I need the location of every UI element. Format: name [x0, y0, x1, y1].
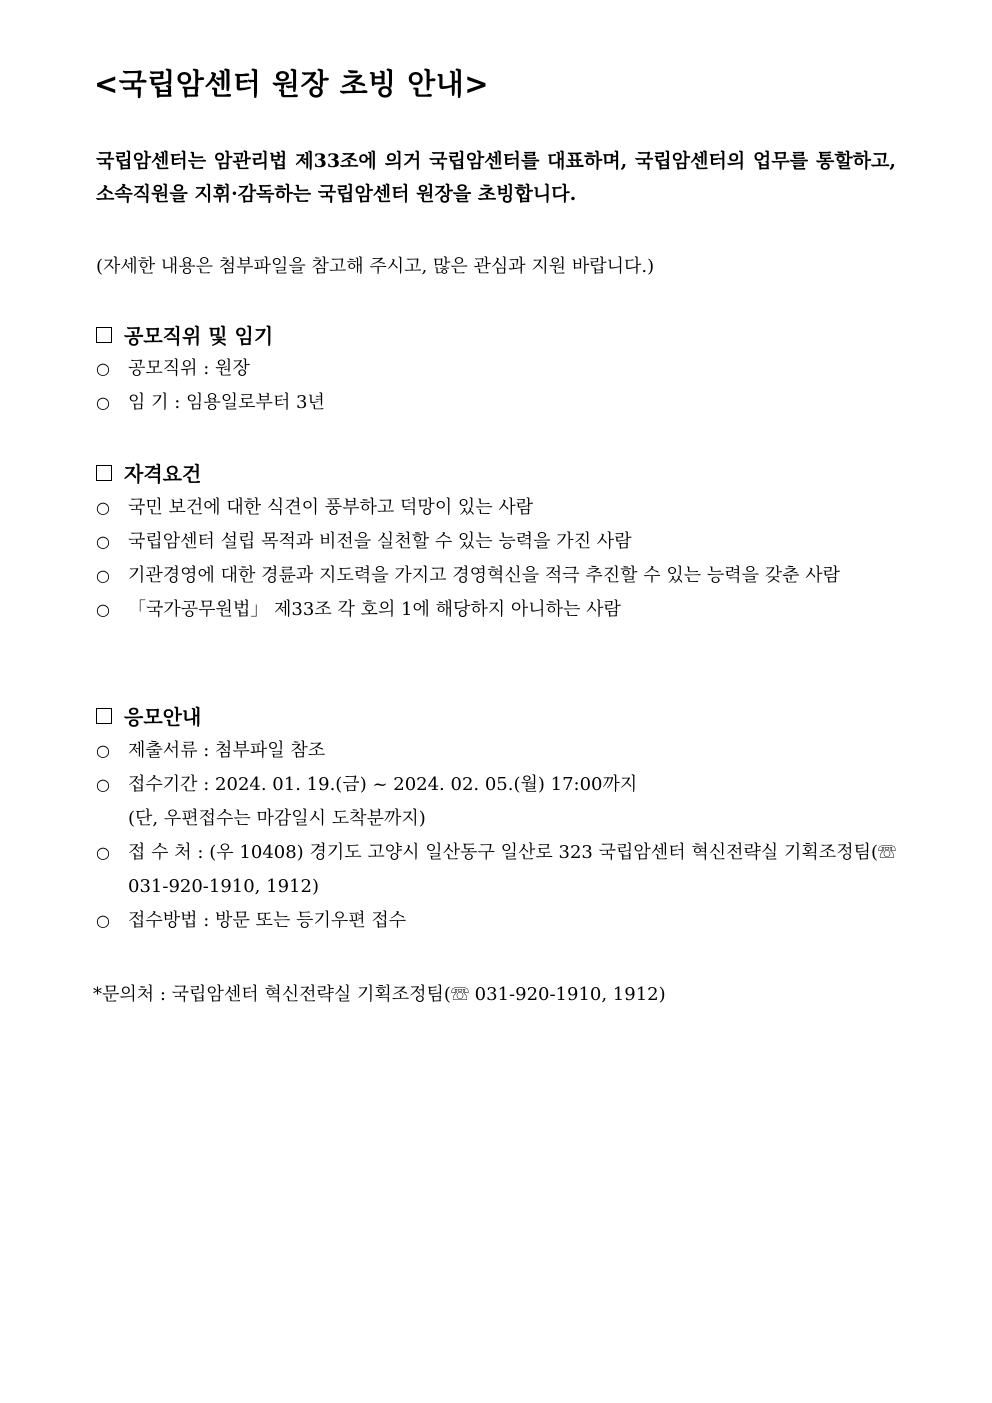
section-list-application — [96, 734, 896, 938]
list-item: ○ 국민 보건에 대한 식견이 풍부하고 덕망이 있는 사람 — [96, 491, 896, 525]
contact-footer: *문의처 : 국립암센터 혁신전략실 기획조정팀(☏ 031-920-1910, 1912) — [93, 984, 666, 1005]
circle-bullet-icon: ○ — [96, 532, 110, 551]
list-item: ○ 임 기 : 임용일로부터 3년 — [96, 386, 896, 420]
list-item: ○ 접 수 처 : (우 10408) 경기도 고양시 일산동구 일산로 323 국립암센터 혁신전략실 기획조정팀(☏ 031-920-1910, 1912) — [96, 836, 896, 904]
circle-bullet-icon: ○ — [96, 741, 110, 760]
list-item: ○ 기관경영에 대한 경륜과 지도력을 가지고 경영혁신을 적극 추진할 수 있는 능력을 갖춘 사람 — [96, 559, 896, 593]
circle-bullet-icon: ○ — [96, 498, 110, 517]
circle-bullet-icon: ○ — [96, 359, 110, 378]
circle-bullet-icon: ○ — [96, 843, 110, 862]
section-heading-label: 공모직위 및 임기 — [124, 324, 274, 348]
list-item: ○ 「국가공무원법」 제33조 각 호의 1에 해당하지 아니하는 사람 — [96, 593, 896, 627]
circle-bullet-icon: ○ — [96, 911, 110, 930]
attachment-note: (자세한 내용은 첨부파일을 참고해 주시고, 많은 관심과 지원 바랍니다.) — [96, 256, 655, 277]
section-heading-application — [96, 701, 201, 730]
circle-bullet-icon: ○ — [96, 775, 110, 794]
checkbox-square-icon — [96, 327, 112, 343]
period-note: (단, 우편접수는 마감일시 도착분까지) — [128, 808, 426, 829]
section-list-qualifications — [96, 491, 896, 627]
list-item: ○ 접수기간 : 2024. 01. 19.(금) ~ 2024. 02. 05.(월) 17:00까지 — [96, 768, 896, 802]
list-item: ○ 접수방법 : 방문 또는 등기우편 접수 — [96, 904, 896, 938]
section-heading-label: 자격요건 — [124, 462, 202, 486]
circle-bullet-icon: ○ — [96, 600, 110, 619]
section-list-position-term — [96, 352, 896, 420]
section-heading-qualifications — [96, 458, 201, 487]
section-heading-position-term — [96, 320, 273, 349]
page-title: <국립암센터 원장 초빙 안내> — [94, 67, 490, 101]
circle-bullet-icon: ○ — [96, 566, 110, 585]
list-item: ○ 제출서류 : 첨부파일 참조 — [96, 734, 896, 768]
list-item: ○ 공모직위 : 원장 — [96, 352, 896, 386]
checkbox-square-icon — [96, 708, 112, 724]
checkbox-square-icon — [96, 465, 112, 481]
list-item: ○ 국립암센터 설립 목적과 비전을 실천할 수 있는 능력을 가진 사람 — [96, 525, 896, 559]
section-heading-label: 응모안내 — [124, 705, 202, 729]
circle-bullet-icon: ○ — [96, 393, 110, 412]
intro-paragraph: 국립암센터는 암관리법 제33조에 의거 국립암센터를 대표하며, 국립암센터의 업무를 통할하고, 소속직원을 지휘·감독하는 국립암센터 원장을 초빙합니다. — [96, 150, 896, 205]
